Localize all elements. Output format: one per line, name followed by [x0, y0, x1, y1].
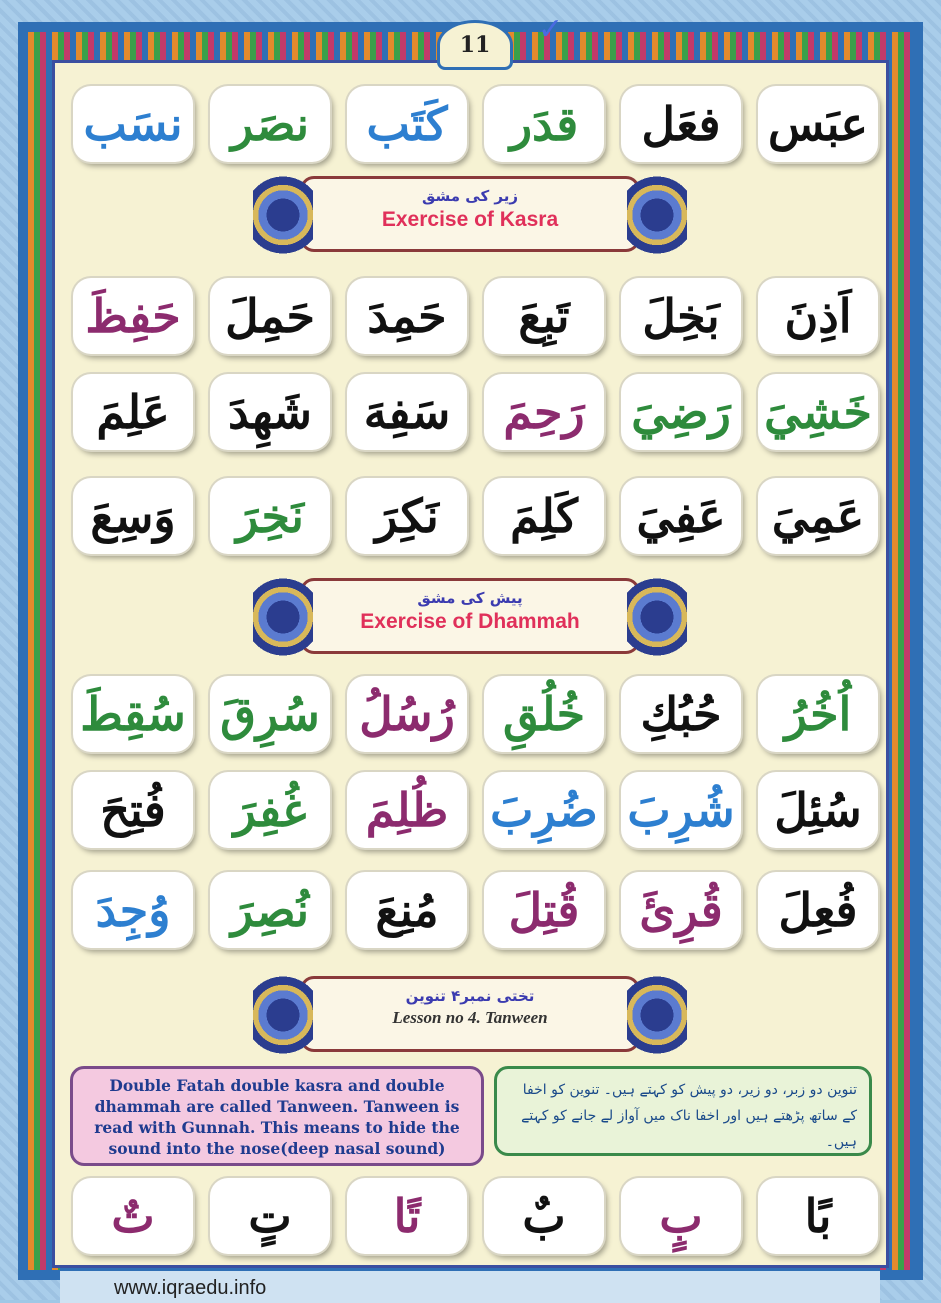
word-tile[interactable]: شَهِدَ [210, 374, 330, 450]
kasra-row-2 [78, 374, 878, 456]
dhammah-banner-title: Exercise of Dhammah [360, 610, 580, 633]
word-tile[interactable]: عَفِيَ [621, 478, 741, 554]
dhammah-banner [300, 578, 640, 654]
letter-tile[interactable]: بٌ [484, 1178, 604, 1254]
word-tile[interactable]: ضُرِبَ [484, 772, 604, 848]
word-tile[interactable]: سُرِقَ [210, 676, 330, 752]
kasra-row-3 [78, 478, 878, 560]
word-tile[interactable]: رُسُلُ [347, 676, 467, 752]
word-tile[interactable]: رَضِيَ [621, 374, 741, 450]
word-tile[interactable]: غُفِرَ [210, 772, 330, 848]
word-tile[interactable]: نسَب [73, 86, 193, 162]
dhammah-row-1 [78, 676, 878, 758]
word-tile[interactable]: كَلِمَ [484, 478, 604, 554]
word-tile[interactable]: نُصِرَ [210, 872, 330, 948]
word-tile[interactable]: حَمِلَ [210, 278, 330, 354]
word-tile[interactable]: خُلُقِ [484, 676, 604, 752]
word-tile[interactable]: فُعِلَ [758, 872, 878, 948]
word-tile[interactable]: قدَر [484, 86, 604, 162]
lesson-banner-title: Lesson no 4. Tanween [392, 1008, 548, 1027]
word-tile[interactable]: ظُلِمَ [347, 772, 467, 848]
word-tile[interactable]: مُنِعَ [347, 872, 467, 948]
page-number: 11 [437, 20, 513, 70]
kasra-banner-title: Exercise of Kasra [381, 208, 559, 231]
word-tile[interactable]: اَذِنَ [758, 278, 878, 354]
letter-tile[interactable]: تٍ [210, 1178, 330, 1254]
kasra-banner-urdu: زیر کی مشق [421, 187, 518, 205]
word-tile[interactable]: قُتِلَ [484, 872, 604, 948]
word-tile[interactable]: نَخِرَ [210, 478, 330, 554]
check-mark-icon: ✓ [538, 12, 564, 47]
word-tile[interactable]: كَتَب [347, 86, 467, 162]
word-tile[interactable]: فعَل [621, 86, 741, 162]
word-tile[interactable]: تَبِعَ [484, 278, 604, 354]
dhammah-row-3 [78, 872, 878, 954]
word-tile[interactable]: بَخِلَ [621, 278, 741, 354]
word-tile[interactable]: حَفِظَ [73, 278, 193, 354]
lesson-banner-urdu: تختی نمبر۴ تنوین [405, 987, 535, 1005]
word-tile[interactable]: وُجِدَ [73, 872, 193, 948]
tanween-row [78, 1178, 878, 1260]
letter-tile[interactable]: بًا [758, 1178, 878, 1254]
word-tile[interactable]: خَشِيَ [758, 374, 878, 450]
letter-tile[interactable]: تًا [347, 1178, 467, 1254]
word-tile[interactable]: سُئِلَ [758, 772, 878, 848]
letter-tile[interactable]: تٌ [73, 1178, 193, 1254]
word-tile[interactable]: سَفِهَ [347, 374, 467, 450]
tanween-urdu-note: تنوین دو زبر، دو زیر، دو پیش کو کہتے ہیں۔ تنوین کو اخفا کے ساتھ پڑھتے ہیں اور اخفا ناک میں آواز لے جانے کو کہتے ہیں۔ [494, 1066, 872, 1156]
lesson-banner [300, 976, 640, 1052]
word-tile[interactable]: رَحِمَ [484, 374, 604, 450]
dhammah-row-2 [78, 772, 878, 854]
word-tile[interactable]: حَمِدَ [347, 278, 467, 354]
kasra-row-1 [78, 278, 878, 360]
kasra-banner [300, 176, 640, 252]
dhammah-banner-urdu: پیش کی مشق [417, 589, 523, 607]
word-tile[interactable]: نَكِرَ [347, 478, 467, 554]
word-tile[interactable]: قُرِئَ [621, 872, 741, 948]
word-tile[interactable]: شُرِبَ [621, 772, 741, 848]
footer-website-link[interactable]: www.iqraedu.info [114, 1277, 267, 1299]
word-tile[interactable]: عَلِمَ [73, 374, 193, 450]
word-tile[interactable]: سُقِطَ [73, 676, 193, 752]
word-tile[interactable]: عَمِيَ [758, 478, 878, 554]
word-tile[interactable]: فُتِحَ [73, 772, 193, 848]
tanween-english-note: Double Fatah double kasra and double dhammah are called Tanween. Tanween is read with Gunnah. This means to hide the sound into the nose(deep nasal sound) [70, 1066, 484, 1166]
word-tile[interactable]: نصَر [210, 86, 330, 162]
word-tile[interactable]: عبَس [758, 86, 878, 162]
fatha-row [78, 86, 878, 168]
word-tile[interactable]: وَسِعَ [73, 478, 193, 554]
word-tile[interactable]: اُخُرُ [758, 676, 878, 752]
word-tile[interactable]: حُبُكِ [621, 676, 741, 752]
letter-tile[interactable]: بٍ [621, 1178, 741, 1254]
